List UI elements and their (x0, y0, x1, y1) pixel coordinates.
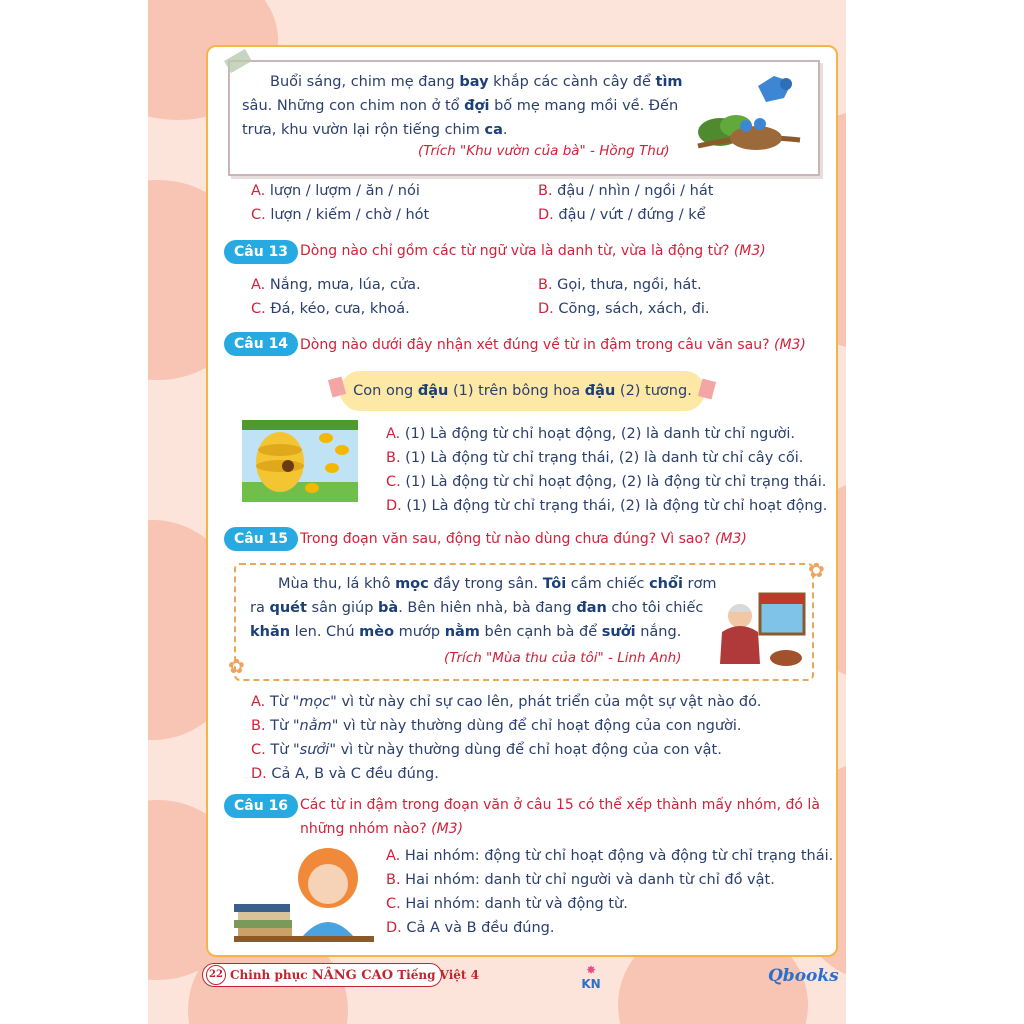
option-letter: B. (386, 450, 401, 466)
q16-question-line1: Các từ in đậm trong đoạn văn ở câu 15 có thể xếp thành mấy nhóm, đó là (300, 797, 820, 813)
option-text: Cõng, sách, xách, đi. (558, 301, 710, 317)
option-letter: A. (251, 183, 266, 199)
q12-option-d[interactable] (538, 207, 706, 223)
star-icon: ✸ (585, 963, 597, 977)
bold-word: nằm (444, 624, 480, 640)
option-text: (1) Là động từ chỉ trạng thái, (2) là danh từ chỉ cây cối. (405, 450, 804, 466)
bold-word: đan (576, 600, 607, 616)
text-fragment: . (502, 122, 508, 138)
qbooks-logo: Qbooks (768, 966, 839, 986)
option-letter: D. (538, 301, 554, 317)
option-word: "sưởi" (293, 742, 336, 758)
page-number: 22 (206, 965, 226, 985)
option-text: Hai nhóm: danh từ chỉ người và danh từ chỉ đồ vật. (405, 872, 775, 888)
bold-word: đợi (464, 98, 490, 114)
option-text: Từ (270, 742, 293, 758)
footer-text: NÂNG CAO (311, 968, 394, 983)
text-fragment: ra (250, 600, 270, 616)
option-text: Gọi, thưa, ngồi, hát. (557, 277, 702, 293)
option-text: Từ (270, 718, 293, 734)
kn-logo-text: KN (581, 977, 601, 991)
question-text: Dòng nào chỉ gồm các từ ngữ vừa là danh từ, vừa là động từ? (300, 243, 730, 259)
q13-option-c[interactable] (251, 301, 410, 317)
option-letter: C. (251, 301, 266, 317)
passage2-text (250, 572, 717, 644)
option-letter: D. (251, 766, 267, 782)
q13-option-a[interactable] (251, 277, 421, 293)
option-letter: A. (386, 848, 401, 864)
text-fragment: len. Chú (290, 624, 360, 640)
text-fragment: (1) trên bông hoa (448, 383, 585, 399)
option-text: lượn / lượm / ăn / nói (269, 183, 420, 199)
page-background (148, 0, 846, 1024)
footer-title (202, 963, 480, 987)
flower-icon: ✿ (228, 654, 245, 678)
option-text: Cả A và B đều đúng. (406, 920, 555, 936)
flower-icon: ✿ (808, 558, 825, 582)
kn-logo (576, 964, 606, 994)
text-fragment: bố mẹ mang mồi về. Đến (489, 98, 679, 114)
bold-word: đậu (584, 383, 616, 399)
q16-badge: Câu 16 (224, 794, 298, 818)
text-fragment: trưa, khu vườn lại rộn tiếng chim (242, 122, 485, 138)
option-text: (1) Là động từ chỉ hoạt động, (2) là danh từ chỉ người. (404, 426, 796, 442)
text-fragment: mướp (394, 624, 445, 640)
q12-option-b[interactable] (538, 183, 713, 199)
option-letter: D. (386, 920, 402, 936)
footer-text: Chinh phục (230, 968, 312, 982)
option-letter: B. (538, 183, 553, 199)
q14-sentence (340, 371, 705, 411)
level-tag: (M3) (733, 243, 766, 259)
bold-word: đậu (417, 383, 449, 399)
option-word: "mọc" (292, 694, 337, 710)
option-letter: B. (386, 872, 401, 888)
q13-question (300, 243, 766, 259)
q13-option-b[interactable] (538, 277, 702, 293)
option-letter: B. (538, 277, 553, 293)
q16-option-d[interactable] (386, 920, 555, 936)
level-tag: (M3) (431, 821, 464, 837)
option-text: (1) Là động từ chỉ hoạt động, (2) là động từ chỉ trạng thái. (405, 474, 827, 490)
bird-nest-illustration (688, 68, 808, 164)
question-text: Trong đoạn văn sau, động từ nào dùng chưa đúng? Vì sao? (300, 531, 711, 547)
level-tag: (M3) (773, 337, 806, 353)
option-text: vì từ này thường dùng để chỉ hoạt động của con vật. (335, 742, 722, 758)
option-word: "nằm" (292, 718, 339, 734)
passage2-source: (Trích "Mùa thu của tôi" - Linh Anh) (444, 650, 682, 666)
q14-option-c[interactable] (386, 474, 826, 490)
bold-word: chổi (649, 576, 683, 592)
text-fragment: rơm (682, 576, 717, 592)
text-fragment: nắng. (635, 624, 682, 640)
q15-option-d[interactable] (251, 766, 439, 782)
bold-word: ca (484, 122, 503, 138)
bold-word: bà (378, 600, 399, 616)
q14-option-d[interactable] (386, 498, 827, 514)
girl-reading-illustration (234, 842, 374, 942)
bold-word: mọc (395, 576, 429, 592)
text-fragment: khắp các cành cây để (488, 74, 656, 90)
option-letter: B. (251, 718, 266, 734)
option-text: (1) Là động từ chỉ trạng thái, (2) là động từ chỉ hoạt động. (406, 498, 828, 514)
bold-word: mèo (359, 624, 395, 640)
question-text: Dòng nào dưới đây nhận xét đúng về từ in đậm trong câu văn sau? (300, 337, 770, 353)
option-text: Nắng, mưa, lúa, cửa. (269, 277, 421, 293)
option-text: Cả A, B và C đều đúng. (271, 766, 439, 782)
option-text: vì từ này chỉ sự cao lên, phát triển của một sự vật nào đó. (336, 694, 762, 710)
q16-option-b[interactable] (386, 872, 775, 888)
q15-badge: Câu 15 (224, 527, 298, 551)
option-letter: C. (386, 896, 401, 912)
q16-option-c[interactable] (386, 896, 628, 912)
text-fragment: sân giúp (306, 600, 379, 616)
q14-badge: Câu 14 (224, 332, 298, 356)
bold-word: bay (459, 74, 489, 90)
q15-question (300, 531, 747, 547)
bold-word: khăn (250, 624, 291, 640)
option-letter: C. (251, 207, 266, 223)
passage1-source: (Trích "Khu vườn của bà" - Hồng Thư) (418, 143, 670, 159)
text-fragment: cho tôi chiếc (606, 600, 704, 616)
passage1-text (242, 70, 683, 142)
text-fragment: bên cạnh bà để (479, 624, 602, 640)
text-fragment: Con ong (353, 383, 418, 399)
q14-option-a[interactable] (386, 426, 795, 442)
option-text: đậu / vứt / đứng / kể (558, 207, 706, 223)
bold-word: Tôi (542, 576, 567, 592)
option-text: Từ (269, 694, 293, 710)
option-letter: D. (386, 498, 402, 514)
q12-option-a[interactable] (251, 183, 420, 199)
option-letter: A. (251, 277, 266, 293)
option-text: lượn / kiếm / chờ / hót (270, 207, 430, 223)
option-text: đậu / nhìn / ngồi / hát (557, 183, 714, 199)
option-letter: A. (251, 694, 266, 710)
text-fragment: sâu. Những con chim non ở tổ (242, 98, 465, 114)
q13-badge: Câu 13 (224, 240, 298, 264)
option-text: vì từ này thường dùng để chỉ hoạt động của con người. (338, 718, 742, 734)
footer-text: Tiếng Việt 4 (393, 968, 480, 982)
text-fragment: . Bên hiên nhà, bà đang (398, 600, 577, 616)
bold-word: quét (269, 600, 307, 616)
q15-option-b[interactable] (251, 718, 742, 734)
grandmother-illustration (714, 590, 808, 670)
q16-question-line2 (300, 821, 463, 837)
option-text: Hai nhóm: động từ chỉ hoạt động và động từ chỉ trạng thái. (404, 848, 834, 864)
level-tag: (M3) (714, 531, 747, 547)
text-fragment: đầy trong sân. (428, 576, 543, 592)
text-fragment: cầm chiếc (566, 576, 650, 592)
q12-option-c[interactable] (251, 207, 429, 223)
beehive-illustration (242, 420, 358, 502)
option-letter: C. (386, 474, 401, 490)
q15-option-a[interactable] (251, 694, 761, 710)
text-fragment: Mùa thu, lá khô (278, 576, 396, 592)
option-letter: C. (251, 742, 266, 758)
bold-word: tìm (655, 74, 683, 90)
option-text: Đá, kéo, cưa, khoá. (270, 301, 410, 317)
text-fragment: (2) tương. (615, 383, 692, 399)
bold-word: sưởi (601, 624, 636, 640)
q14-option-b[interactable] (386, 450, 803, 466)
option-letter: A. (386, 426, 401, 442)
q16-option-a[interactable] (386, 848, 833, 864)
option-text: Hai nhóm: danh từ và động từ. (405, 896, 628, 912)
q14-question (300, 337, 806, 353)
q15-option-c[interactable] (251, 742, 722, 758)
question-text: những nhóm nào? (300, 821, 427, 837)
text-fragment: Buổi sáng, chim mẹ đang (270, 74, 460, 90)
q13-option-d[interactable] (538, 301, 710, 317)
option-letter: D. (538, 207, 554, 223)
